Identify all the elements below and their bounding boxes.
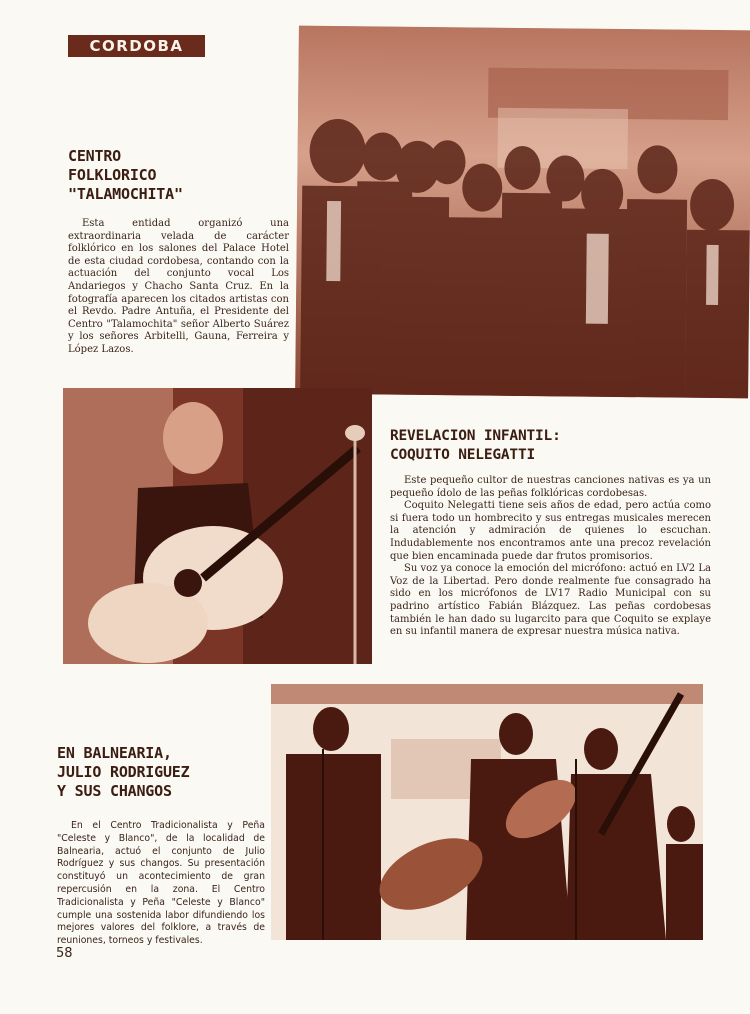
article2-headline [390,427,561,465]
article2-headline-line: REVELACION INFANTIL: [390,428,561,444]
article3-paragraph: En el Centro Tradicionalista y Peña "Celeste y Blanco", de la localidad de Balnearia, actuó el conjunto de Julio Rodríguez y sus changos. Su presentación constituyó un acontecimiento de gran repercusión en la zona. El Centro Tradicionalista y Peña "Celeste y Blanco" cumple una sostenida labor difundiendo los mejores valores del folklore, a través de reuniones, torneos y festivales. [57,820,265,947]
article1-headline-line: FOLKLORICO [68,166,157,184]
article1-headline-line: "TALAMOCHITA" [68,185,183,203]
article1-headline [68,147,183,204]
article1-body [68,218,289,357]
article1-headline-line: CENTRO [68,147,121,165]
article1-photo [295,26,750,399]
band-stage-photo-icon [271,684,703,940]
article3-headline-line: JULIO RODRIGUEZ [57,763,190,781]
article2-headline-line: COQUITO NELEGATTI [390,447,536,463]
article3-body [57,820,265,948]
article3-headline-line: Y SUS CHANGOS [57,782,172,800]
article3-headline [57,744,189,801]
group-photo-icon [295,26,750,399]
article3-photo [271,684,703,940]
article1-paragraph: Esta entidad organizó una extraordinaria velada de carácter folklórico en los salones del Palace Hotel de esta ciudad cordobesa, contando con la actuación del conjunto vocal Los Andariegos y Chacho Santa Cruz. En la fotografía aparecen los citados artistas con el Revdo. Padre Antuña, el Presidente del Centro "Talamochita" señor Alberto Suárez y los señores Arbitelli, Gauna, Ferreira y López Lazos. [68,218,289,355]
child-guitar-photo-icon [63,388,372,664]
section-tag: CORDOBA [68,35,205,57]
article2-paragraph: Su voz ya conoce la emoción del micrófono: actuó en LV2 La Voz de la Libertad. Pero donde realmente fue consagrado ha sido en los micrófonos de LV17 Radio Municipal con su padrino artístico Fabián Blázquez. Las peñas cordobesas también le han dado su lugarcito para que Coquito se explaye en su infantil manera de expresar nuestra música nativa. [390,563,711,638]
article2-paragraph: Este pequeño cultor de nuestras canciones nativas es ya un pequeño ídolo de las peñas folklóricas cordobesas. [390,475,711,499]
article3-headline-line: EN BALNEARIA, [57,744,172,762]
article2-body [390,475,711,639]
article2-photo [63,388,372,664]
article2-paragraph: Coquito Nelegatti tiene seis años de edad, pero actúa como si fuera todo un hombrecito y sus entregas musicales merecen la atención y admiración de quienes lo escuchan. Indudablemente nos encontramos ante una precoz revelación que bien encaminada puede dar frutos promisorios. [390,500,711,562]
page-number: 58 [56,946,73,961]
